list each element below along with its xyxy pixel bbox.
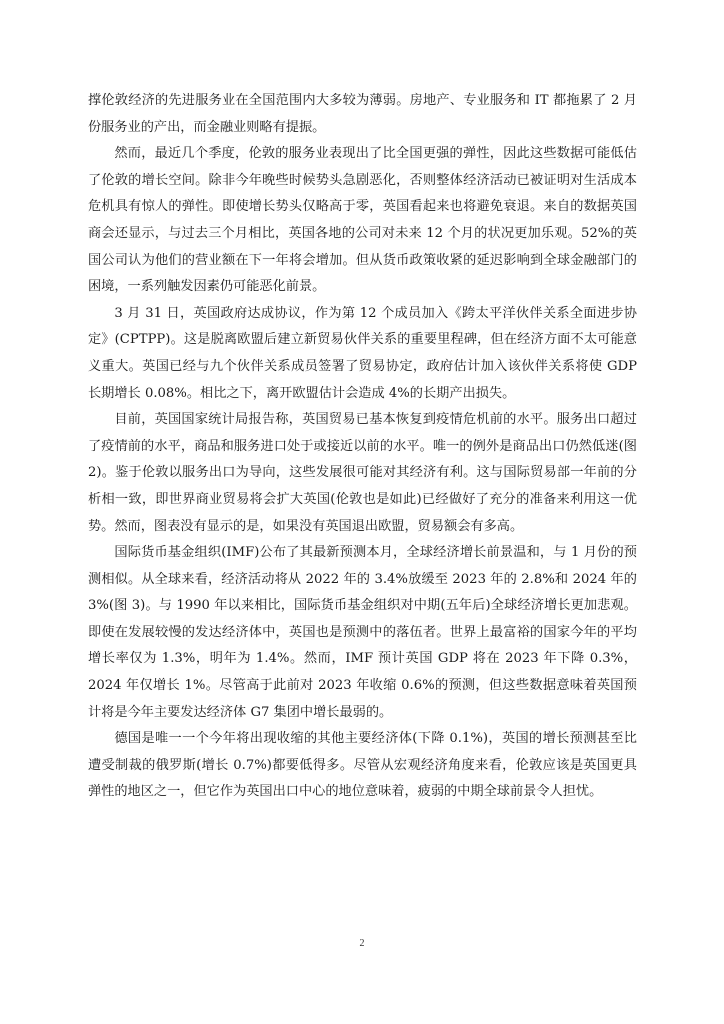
- body-text: [88, 88, 637, 806]
- paragraph-germany-russia: 德国是唯一一个今年将出现收缩的其他主要经济体(下降 0.1%)，英国的增长预测甚至比遭受制裁的俄罗斯(增长 0.7%)都要低得多。尽管从宏观经济角度来看，伦敦应该是英国更具弹性的地区之一，但它作为英国出口中心的地位意味着，疲弱的中期全球前景令人担忧。: [88, 731, 637, 800]
- paragraph-uk-trade: 目前，英国国家统计局报告称，英国贸易已基本恢复到疫情危机前的水平。服务出口超过了疫情前的水平，商品和服务进口处于或接近以前的水平。唯一的例外是商品出口仍然低迷(图 2)。鉴于伦敦以服务出口为导向，这些发展很可能对其经济有利。这与国际贸易部一年前的分析相一致，即世界商业贸易将会扩大英国(伦敦也是如此)已经做好了充分的准备来利用这一优势。然而，图表没有显示的是，如果没有英国退出欧盟，贸易额会有多高。: [88, 412, 637, 534]
- paragraph-imf-forecast: 国际货币基金组织(IMF)公布了其最新预测本月，全球经济增长前景温和，与 1 月份的预测相似。从全球来看，经济活动将从 2022 年的 3.4%放缓至 2023 年的 2.8%和 2024 年的 3%(图 3)。与 1990 年以来相比，国际货币基金组织对中期(五年后)全球经济增长更加悲观。即使在发展较慢的发达经济体中，英国也是预测中的落伍者。世界上最富裕的国家今年的平均增长率仅为 1.3%，明年为 1.4%。然而，IMF 预计英国 GDP 将在 2023 年下降 0.3%，2024 年仅增长 1%。尽管高于此前对 2023 年收缩 0.6%的预测，但这些数据意味着英国预计将是今年主要发达经济体 G7 集团中增长最弱的。: [88, 545, 637, 720]
- paragraph-continued: 撑伦敦经济的先进服务业在全国范围内大多较为薄弱。房地产、专业服务和 IT 都拖累了 2 月份服务业的产出，而金融业则略有提振。: [88, 93, 637, 135]
- paragraph-cptpp: 3 月 31 日，英国政府达成协议，作为第 12 个成员加入《跨太平洋伙伴关系全面进步协定》(CPTPP)。这是脱离欧盟后建立新贸易伙伴关系的重要里程碑，但在经济方面不太可能意义重大。英国已经与九个伙伴关系成员签署了贸易协定，政府估计加入该伙伴关系将使 GDP 长期增长 0.08%。相比之下，离开欧盟估计会造成 4%的长期产出损失。: [88, 305, 637, 401]
- paragraph-london-services-resilience: 然而，最近几个季度，伦敦的服务业表现出了比全国更强的弹性，因此这些数据可能低估了伦敦的增长空间。除非今年晚些时候势头急剧恶化，否则整体经济活动已被证明对生活成本危机具有惊人的弹性。即使增长势头仅略高于零，英国看起来也将避免衰退。来自的数据英国商会还显示，与过去三个月相比，英国各地的公司对未来 12 个月的状况更加乐观。52%的英国公司认为他们的营业额在下一年将会增加。但从货币政策收紧的延迟影响到全球金融部门的困境，一系列触发因素仍可能恶化前景。: [88, 146, 637, 295]
- page-number: 2: [359, 938, 365, 949]
